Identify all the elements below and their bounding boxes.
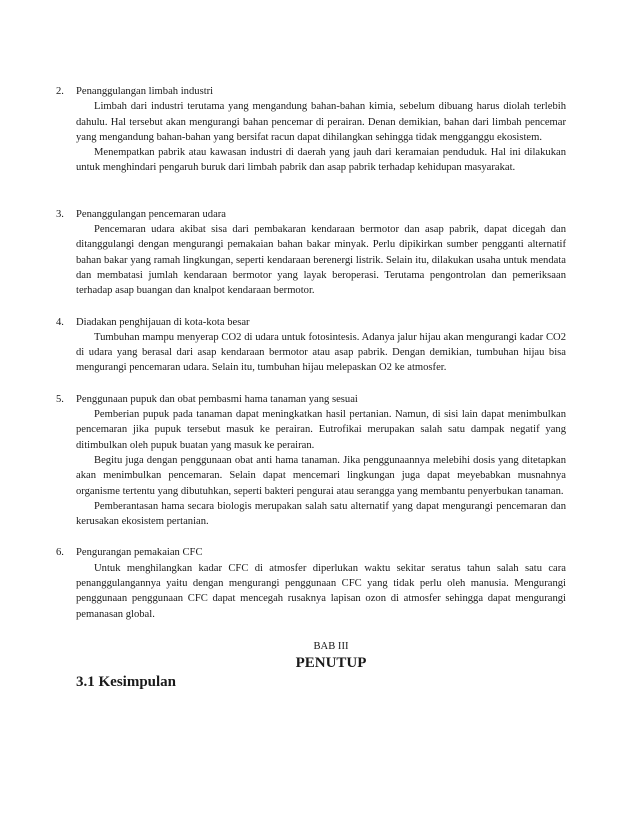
page-content	[56, 84, 566, 692]
section-heading	[56, 207, 566, 222]
paragraph: Menempatkan pabrik atau kawasan industri di daerah yang jauh dari keramaian penduduk. Hal ini dilakukan untuk menghindari pengaruh buruk dari limbah pabrik dan asap pabrik terhadap kehidupan masyarakat.	[76, 147, 566, 174]
paragraph: Begitu juga dengan penggunaan obat anti hama tanaman. Jika penggunaannya melebihi dosis yang ditetapkan akan menimbulkan pencemaran. Selain dapat mencemari lingkungan juga dapat meyebabkan musnahnya organisme tertentu yang dibutuhkan, seperti bakteri pengurai atau serangga yang membantu penyerbukan tanaman.	[76, 454, 566, 497]
chapter-title: PENUTUP	[295, 654, 367, 671]
section-3	[56, 207, 566, 299]
section-heading	[56, 545, 566, 560]
paragraph: Tumbuhan mampu menyerap CO2 di udara untuk fotosintesis. Adanya jalur hijau akan mengurangi kadar CO2 di udara yang berasal dari asap kendaraan bermotor atau asap pabrik. Dengan demikian, tumbuhan hijau bisa mengurangi pencemaran udara. Selain itu, tumbuhan hijau melepaskan O2 ke atmosfer.	[76, 331, 566, 374]
section-number: 5.	[56, 393, 64, 405]
section-title: Penanggulangan pencemaran udara	[76, 208, 227, 220]
section-5	[56, 392, 566, 530]
section-number: 6.	[56, 547, 64, 559]
section-heading	[56, 84, 566, 99]
section-number: 2.	[56, 86, 64, 97]
subsection-heading: 3.1 Kesimpulan	[76, 673, 177, 690]
paragraph: Pencemaran udara akibat sisa dari pembakaran kendaraan bermotor dan asap pabrik, dapat dicegah dan ditanggulangi dengan mengurangi pemakaian bahan bakar minyak. Perlu dipikirkan sumber pengganti alternatif bahan bakar yang ramah lingkungan, seperti kendaraan berenergi listrik. Selain itu, dilakukan usaha untuk mendata dan membatasi jumlah kendaraan bermotor yang layak beroperasi. Terutama pengontrolan dan pemeriksaan terhadap asap buangan dan knalpot kendaraan bermotor.	[76, 224, 566, 297]
section-number: 3.	[56, 208, 64, 220]
paragraph: Limbah dari industri terutama yang mengandung bahan-bahan kimia, sebelum dibuang harus diolah terlebih dahulu. Hal tersebut akan mengurangi bahan pencemar di perairan. Denan demikian, bahan dari limbah pencemar yang mengandung bahan-bahan yang bersifat racun dapat dihilangkan sehingga tidak mengganggu ekosistem.	[76, 101, 566, 143]
section-title: Penanggulangan limbah industri	[76, 86, 214, 97]
section-6	[56, 545, 566, 621]
paragraph: Pemberian pupuk pada tanaman dapat meningkatkan hasil pertanian. Namun, di sisi lain dapat menimbulkan pencemaran jika pupuk tersebut masuk ke perairan. Eutrofikai merupakan salah satu dampak negatif yang ditimbulkan oleh pupuk buatan yang masuk ke perairan.	[76, 409, 566, 451]
section-title: Penggunaan pupuk dan obat pembasmi hama tanaman yang sesuai	[76, 393, 358, 405]
section-2	[56, 84, 566, 176]
section-number: 4.	[56, 316, 64, 328]
section-4	[56, 315, 566, 376]
chapter-label: BAB III	[313, 640, 349, 652]
paragraph: Untuk menghilangkan kadar CFC di atmosfer diperlukan waktu sekitar seratus tahun salah satu cara penanggulangannya yaitu dengan mengurangi penggunaan CFC yang tidak perlu oleh manusia. Mengurangi penggunaan penggunaan CFC dapat mencegah rusaknya lapisan ozon di atmosfer sehingga dapat mengurangi pemanasan global.	[76, 562, 566, 620]
paragraph: Pemberantasan hama secara biologis merupakan salah satu alternatif yang dapat mengurangi pencemaran dan kerusakan ekosistem pertanian.	[76, 500, 566, 528]
section-heading	[56, 392, 566, 407]
section-title: Diadakan penghijauan di kota-kota besar	[76, 316, 250, 328]
section-title: Pengurangan pemakaian CFC	[76, 547, 203, 559]
section-heading	[56, 315, 566, 330]
